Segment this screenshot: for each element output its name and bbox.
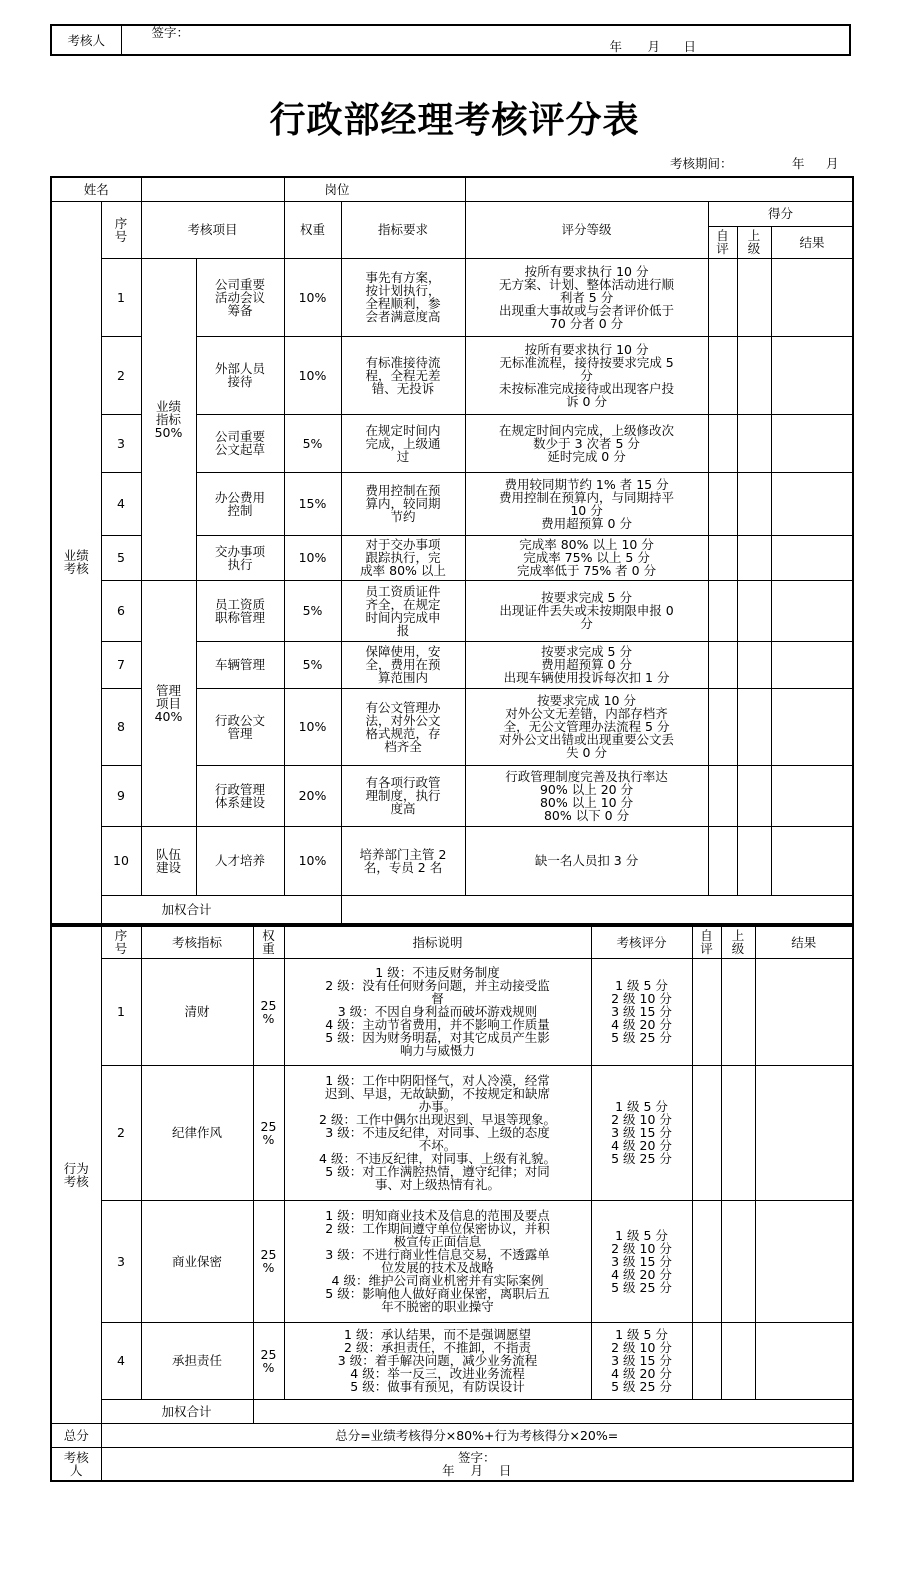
row-desc: 1 级：承认结果，而不是强调愿望 2 级：承担责任，不推卸，不指责 3 级：着手解决问题，减少业务流程 4 级：举一反三，改进业务流程 5 级：做事有预见，有防误设计	[284, 1322, 591, 1399]
row-no: 6	[101, 580, 141, 641]
group-team-building: 队伍 建设	[141, 826, 196, 895]
row-item: 车辆管理	[196, 641, 284, 688]
row-grade: 按要求完成 5 分 费用超预算 0 分 出现车辆使用投诉每次扣 1 分	[465, 641, 708, 688]
result-cell[interactable]	[771, 258, 853, 336]
row-no: 4	[101, 1322, 141, 1399]
self-score-cell[interactable]	[708, 535, 737, 580]
post-field[interactable]	[465, 177, 853, 201]
sign-day: 日	[683, 39, 697, 54]
page-title: 行政部经理考核评分表	[269, 100, 640, 141]
row-no: 4	[101, 472, 141, 535]
row-item: 清财	[141, 958, 253, 1065]
superior-score-cell[interactable]	[737, 258, 771, 336]
sign-month: 月	[647, 39, 661, 54]
top-reviewer-bar	[50, 24, 851, 56]
row-item: 外部人员 接待	[196, 336, 284, 414]
row-grade: 缺一名人员扣 3 分	[465, 826, 708, 895]
row-eval: 1 级 5 分 2 级 10 分 3 级 15 分 4 级 20 分 5 级 25 分	[591, 1065, 692, 1200]
superior-score-cell[interactable]	[737, 580, 771, 641]
row-req: 有公文管理办 法，对外公文 格式规范，存 档齐全	[341, 688, 465, 765]
row-weight: 25 %	[253, 958, 284, 1065]
row-weight: 10%	[284, 688, 341, 765]
row-item: 公司重要 活动会议 筹备	[196, 258, 284, 336]
self-score-cell[interactable]	[708, 414, 737, 472]
row-desc: 1 级：明知商业技术及信息的范围及要点 2 级：工作期间遵守单位保密协议，并积 极宣传正面信息 3 级：不进行商业性信息交易，不透露单 位发展的技术及战略 4 级：维护公司商业机密并有实际案例 5 级：影响他人做好商业保密，离职后五 年不脱密的职业操守	[284, 1200, 591, 1322]
bottom-sign-date: 年 月 日	[442, 1462, 512, 1478]
row-no: 2	[101, 336, 141, 414]
perf-header-score: 得分	[708, 201, 853, 226]
result-cell[interactable]	[755, 958, 853, 1065]
row-item: 商业保密	[141, 1200, 253, 1322]
superior-score-cell[interactable]	[737, 472, 771, 535]
row-req: 事先有方案， 按计划执行， 全程顺利，参 会者满意度高	[341, 258, 465, 336]
table-row	[51, 958, 853, 1065]
row-item: 办公费用 控制	[196, 472, 284, 535]
self-score-cell[interactable]	[708, 641, 737, 688]
result-cell[interactable]	[771, 336, 853, 414]
row-weight: 10%	[284, 535, 341, 580]
table-row	[51, 1065, 853, 1200]
result-cell[interactable]	[771, 580, 853, 641]
row-weight: 10%	[284, 336, 341, 414]
row-req: 保障使用，安 全，费用在预 算范围内	[341, 641, 465, 688]
result-cell[interactable]	[771, 688, 853, 765]
row-weight: 20%	[284, 765, 341, 826]
row-grade: 按要求完成 5 分 出现证件丢失或未按期限申报 0 分	[465, 580, 708, 641]
reviewer-label: 考核人	[51, 25, 121, 55]
perf-header-req: 指标要求	[341, 201, 465, 258]
row-no: 3	[101, 1200, 141, 1322]
bottom-signature-field[interactable]	[101, 1447, 853, 1481]
row-req: 费用控制在预 算内，较同期 节约	[341, 472, 465, 535]
behavior-table	[50, 925, 854, 1482]
signature-field[interactable]	[121, 25, 850, 55]
beh-header-self: 自 评	[692, 926, 721, 958]
row-weight: 25 %	[253, 1065, 284, 1200]
table-row	[51, 826, 853, 895]
row-weight: 25 %	[253, 1322, 284, 1399]
row-req: 有各项行政管 理制度，执行 度高	[341, 765, 465, 826]
self-score-cell[interactable]	[708, 258, 737, 336]
self-score-cell[interactable]	[692, 958, 721, 1065]
self-score-cell[interactable]	[692, 1200, 721, 1322]
row-item: 行政公文 管理	[196, 688, 284, 765]
self-score-cell[interactable]	[708, 472, 737, 535]
row-weight: 10%	[284, 258, 341, 336]
bottom-reviewer-label: 考核 人	[51, 1447, 101, 1481]
beh-header-superior: 上 级	[721, 926, 755, 958]
row-grade: 费用较同期节约 1% 者 15 分 费用控制在预算内，与同期持平 10 分 费用超预算 0 分	[465, 472, 708, 535]
sign-label: 签字：	[151, 25, 190, 40]
row-item: 交办事项 执行	[196, 535, 284, 580]
row-eval: 1 级 5 分 2 级 10 分 3 级 15 分 4 级 20 分 5 级 25 分	[591, 958, 692, 1065]
row-req: 培养部门主管 2 名，专员 2 名	[341, 826, 465, 895]
perf-header-weight: 权重	[284, 201, 341, 258]
total-formula: 总分=业绩考核得分×80%+行为考核得分×20%=	[101, 1423, 853, 1447]
behavior-section-label: 行为 考核	[51, 926, 101, 1423]
superior-score-cell[interactable]	[737, 688, 771, 765]
row-weight: 10%	[284, 826, 341, 895]
row-no: 10	[101, 826, 141, 895]
name-label: 姓名	[51, 177, 141, 201]
beh-header-eval: 考核评分	[591, 926, 692, 958]
superior-score-cell[interactable]	[737, 765, 771, 826]
table-row	[51, 580, 853, 641]
perf-section-label: 业绩 考核	[51, 201, 101, 924]
perf-subtotal-value[interactable]	[341, 895, 853, 924]
row-grade: 完成率 80% 以上 10 分 完成率 75% 以上 5 分 完成率低于 75% 者 0 分	[465, 535, 708, 580]
beh-header-seq: 序 号	[101, 926, 141, 958]
result-cell[interactable]	[771, 535, 853, 580]
group-performance-indicator: 业绩 指标 50%	[141, 258, 196, 580]
row-req: 对于交办事项 跟踪执行，完 成率 80% 以上	[341, 535, 465, 580]
bottom-sign-label: 签字：	[457, 1449, 496, 1465]
row-no: 1	[101, 258, 141, 336]
row-grade: 在规定时间内完成，上级修改次 数少于 3 次者 5 分 延时完成 0 分	[465, 414, 708, 472]
result-cell[interactable]	[771, 641, 853, 688]
perf-header-grade: 评分等级	[465, 201, 708, 258]
name-field[interactable]	[141, 177, 284, 201]
beh-subtotal-label: 加权合计	[101, 1399, 253, 1423]
superior-score-cell[interactable]	[737, 535, 771, 580]
total-label: 总分	[51, 1423, 101, 1447]
result-cell[interactable]	[771, 414, 853, 472]
row-no: 2	[101, 1065, 141, 1200]
superior-score-cell[interactable]	[721, 1322, 755, 1399]
row-weight: 15%	[284, 472, 341, 535]
row-no: 5	[101, 535, 141, 580]
superior-score-cell[interactable]	[737, 414, 771, 472]
table-row	[51, 1322, 853, 1399]
row-item: 公司重要 公文起草	[196, 414, 284, 472]
row-eval: 1 级 5 分 2 级 10 分 3 级 15 分 4 级 20 分 5 级 25 分	[591, 1200, 692, 1322]
result-cell[interactable]	[771, 765, 853, 826]
row-grade: 按要求完成 10 分 对外公文无差错，内部存档齐 全，无公文管理办法流程 5 分 对外公文出错或出现重要公文丢 失 0 分	[465, 688, 708, 765]
result-cell[interactable]	[755, 1065, 853, 1200]
group-management: 管理 项目 40%	[141, 580, 196, 826]
period-month: 月	[826, 156, 839, 171]
row-item: 纪律作风	[141, 1065, 253, 1200]
superior-score-cell[interactable]	[737, 826, 771, 895]
row-item: 员工资质 职称管理	[196, 580, 284, 641]
beh-header-desc: 指标说明	[284, 926, 591, 958]
self-score-cell[interactable]	[708, 826, 737, 895]
sign-year: 年	[609, 39, 623, 54]
performance-table	[50, 176, 854, 925]
row-grade: 按所有要求执行 10 分 无方案、计划、整体活动进行顺 利者 5 分 出现重大事故或与会者评价低于 70 分者 0 分	[465, 258, 708, 336]
perf-header-result: 结果	[771, 226, 853, 258]
perf-header-item: 考核项目	[141, 201, 284, 258]
beh-header-weight: 权 重	[253, 926, 284, 958]
self-score-cell[interactable]	[708, 688, 737, 765]
row-weight: 5%	[284, 414, 341, 472]
row-no: 1	[101, 958, 141, 1065]
superior-score-cell[interactable]	[737, 336, 771, 414]
row-item: 人才培养	[196, 826, 284, 895]
post-label: 岗位	[284, 177, 465, 201]
row-desc: 1 级：不违反财务制度 2 级：没有任何财务问题，并主动接受监 督 3 级：不因自身利益而破坏游戏规则 4 级：主动节省费用，并不影响工作质量 5 级：因为财务明磊，对其它成员产生影 响力与威慑力	[284, 958, 591, 1065]
row-no: 3	[101, 414, 141, 472]
perf-subtotal-label: 加权合计	[101, 895, 341, 924]
row-desc: 1 级：工作中阴阳怪气，对人冷漠，经常 迟到、早退，无故缺勤，不按规定和缺席 办事。 2 级：工作中偶尔出现迟到、早退等现象。 3 级：不违反纪律，对同事、上级的态度 不坏。 4 级：不违反纪律，对同事、上级有礼貌。 5 级：对工作满腔热情，遵守纪律；对同 事、对上级热情有礼。	[284, 1065, 591, 1200]
self-score-cell[interactable]	[708, 336, 737, 414]
beh-subtotal-value[interactable]	[253, 1399, 853, 1423]
self-score-cell[interactable]	[692, 1065, 721, 1200]
row-no: 7	[101, 641, 141, 688]
row-item: 行政管理 体系建设	[196, 765, 284, 826]
result-cell[interactable]	[755, 1322, 853, 1399]
self-score-cell[interactable]	[708, 580, 737, 641]
row-weight: 5%	[284, 580, 341, 641]
beh-header-result: 结果	[755, 926, 853, 958]
period-year: 年	[792, 156, 805, 171]
superior-score-cell[interactable]	[721, 958, 755, 1065]
row-eval: 1 级 5 分 2 级 10 分 3 级 15 分 4 级 20 分 5 级 25 分	[591, 1322, 692, 1399]
result-cell[interactable]	[771, 472, 853, 535]
row-no: 9	[101, 765, 141, 826]
row-req: 在规定时间内 完成，上级通 过	[341, 414, 465, 472]
result-cell[interactable]	[755, 1200, 853, 1322]
self-score-cell[interactable]	[708, 765, 737, 826]
superior-score-cell[interactable]	[721, 1200, 755, 1322]
row-grade: 按所有要求执行 10 分 无标准流程，接待按要求完成 5 分 未按标准完成接待或出现客户投 诉 0 分	[465, 336, 708, 414]
row-item: 承担责任	[141, 1322, 253, 1399]
perf-header-seq: 序 号	[101, 201, 141, 258]
perf-header-self: 自 评	[708, 226, 737, 258]
perf-header-superior: 上 级	[737, 226, 771, 258]
row-no: 8	[101, 688, 141, 765]
beh-header-item: 考核指标	[141, 926, 253, 958]
self-score-cell[interactable]	[692, 1322, 721, 1399]
row-weight: 5%	[284, 641, 341, 688]
superior-score-cell[interactable]	[721, 1065, 755, 1200]
table-row	[51, 258, 853, 336]
row-req: 有标准接待流 程，全程无差 错、无投诉	[341, 336, 465, 414]
table-row	[51, 1200, 853, 1322]
row-req: 员工资质证件 齐全，在规定 时间内完成申 报	[341, 580, 465, 641]
result-cell[interactable]	[771, 826, 853, 895]
period-label: 考核期间：	[670, 156, 733, 171]
row-weight: 25 %	[253, 1200, 284, 1322]
row-grade: 行政管理制度完善及执行率达 90% 以上 20 分 80% 以上 10 分 80% 以下 0 分	[465, 765, 708, 826]
superior-score-cell[interactable]	[737, 641, 771, 688]
